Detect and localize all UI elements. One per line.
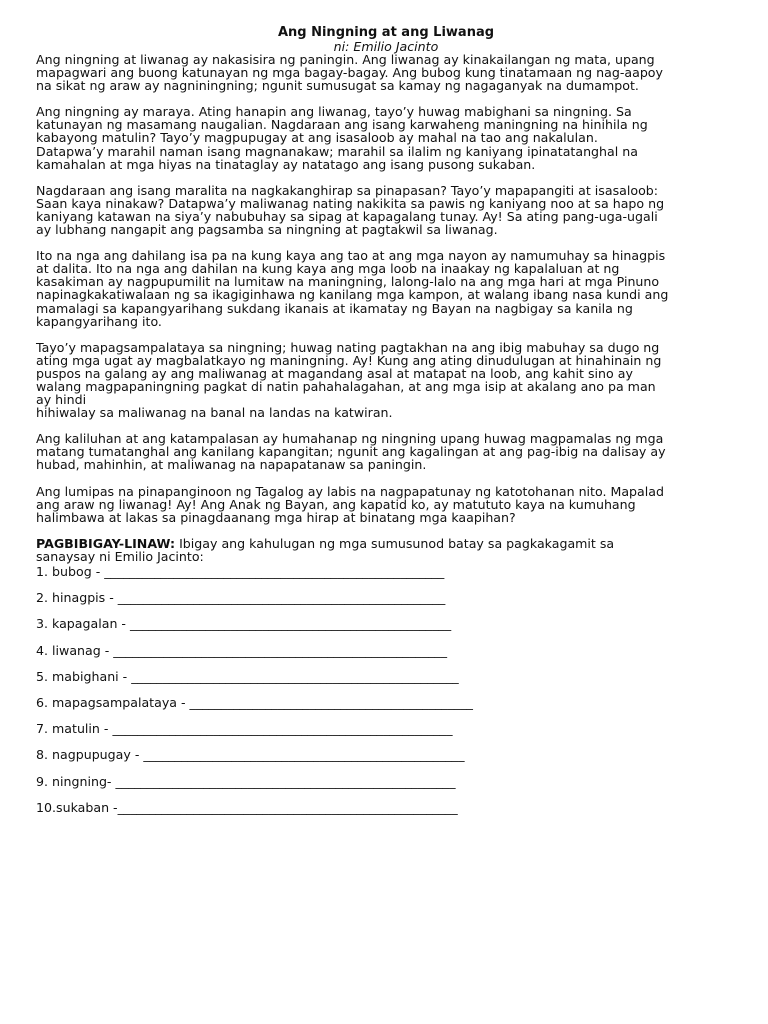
vocabulary-item: 9. ningning- ______________________________________________________ bbox=[36, 773, 456, 789]
instructions bbox=[36, 537, 736, 563]
vocabulary-item: 4. liwanag - _____________________________________________________ bbox=[36, 642, 448, 658]
paragraph-1: Ang ningning at liwanag ay nakasisira ng paningin. Ang liwanag ay kinakailangan ng mata, upang mapagwari ang buong katunayan ng mga bagay-bagay. Ang bubog kung tinatamaan ng nag-aapoy na sikat ng araw ay nagniningning; ngunit sumusugat sa kamay ng nagaganyak na dumampot. bbox=[36, 52, 663, 94]
document-author: ni: Emilio Jacinto bbox=[333, 39, 439, 54]
vocabulary-item: 8. nagpupugay - ___________________________________________________ bbox=[36, 747, 465, 763]
vocabulary-item: 2. hinagpis - ____________________________________________________ bbox=[36, 590, 446, 606]
vocabulary-item: 10.sukaban -______________________________________________________ bbox=[36, 799, 458, 815]
vocabulary-item: 1. bubog - ______________________________________________________ bbox=[36, 564, 445, 579]
document-page bbox=[36, 26, 736, 827]
paragraph-2: Ang ningning ay maraya. Ating hanapin ang liwanag, tayo’y huwag mabighani sa ningning. Sa katunayan ng masamang naugalian. Nagdaraan ang isang karwaheng maningning na hinihila ng kabayong matulin? Tayo’y magpupugay at ang isasaloob ay mahal na tao ang nakalulan. Datapwa’y marahil naman isang magnanakaw; marahil sa ilalim ng kaniyang ipinatatanghal na kamahalan at mga hiyas na tinataglay ay natatago ang isang pusong sukaban. bbox=[36, 104, 648, 172]
vocabulary-item: 5. mabighani - ____________________________________________________ bbox=[36, 668, 459, 684]
vocabulary-item: 7. matulin - ______________________________________________________ bbox=[36, 721, 453, 737]
vocabulary-item: 6. mapagsampalataya - _____________________________________________ bbox=[36, 694, 473, 710]
paragraph-7: Ang lumipas na pinapanginoon ng Tagalog ay labis na nagpapatunay ng katotohanan nito. Mapalad ang araw ng liwanag! Ay! Ang Anak ng Bayan, ang kapatid ko, ay matututo kaya na kumuhang halimbawa at lakas sa pinagdaanang mga hirap at binatang mga kaapihan? bbox=[36, 483, 664, 525]
vocabulary-item: 3. kapagalan - ___________________________________________________ bbox=[36, 616, 452, 632]
document-title: Ang Ningning at ang Liwanag bbox=[277, 25, 495, 40]
vocabulary-list bbox=[36, 565, 736, 827]
paragraph-5: Tayo’y mapagsampalataya sa ningning; huwag nating pagtakhan na ang ibig mabuhay sa dugo ng ating mga ugat ay magbalatkayo ng maningning. Ay! Kung ang ating dinudulugan at hinahinain ng puspos na galang ay ang maliwanag at magandang asal at matapat na loob, ang kahit sino ay walang magpapaningning pagkat di natin pahahalagahan, at ang mga isip at akalang ano pa man ay hindi hihiwalay sa maliwanag na banal na landas na katwiran. bbox=[36, 339, 662, 421]
paragraph-4: Ito na nga ang dahilang isa pa na kung kaya ang tao at ang mga nayon ay namumuhay sa hinagpis at dalita. Ito na nga ang dahilan na kung kaya ang mga loob na inaakay ng kapalaluan at ng kasakiman ay nagpupumilit na lumitaw na maningning, lalong-lalo na ang mga hari at mga Pinuno napinagkakatiwalaan ng sa ikagiginhawa ng kanilang mga kampon, at walang ibang nasa kundi ang mamalagi sa kapangyarihang sukdang ikanais at ikamatay ng Bayan na nagbigay sa kanila ng kapangyarihang ito. bbox=[36, 248, 669, 329]
instructions-label: PAGBIBIGAY-LINAW: bbox=[36, 535, 176, 551]
paragraph-3: Nagdaraan ang isang maralita na nagkakanghirap sa pinapasan? Tayo’y mapapangiti at isasaloob: Saan kaya ninakaw? Datapwa’y maliwanag nating nakikita sa pawis ng kaniyang noo at sa hapo ng kaniyang katawan na siya’y nabubuhay sa sipag at kapagalang tunay. Ay! Sa ating pang-uga-ugali ay lubhang nangapit ang pagsamba sa ningning at pagtakwil sa liwanag. bbox=[36, 182, 665, 238]
instructions-text: Ibigay ang kahulugan ng mga sumusunod batay sa pagkakagamit sa sanaysay ni Emilio Jacinto: bbox=[36, 535, 615, 564]
paragraph-6: Ang kaliluhan at ang katampalasan ay humahanap ng ningning upang huwag magpamalas ng mga matang tumatanghal ang kanilang kapangitan; ngunit ang kagalingan at ang pag-ibig na dalisay ay hubad, mahinhin, at maliwanag na napapatanaw sa paningin. bbox=[36, 431, 666, 473]
